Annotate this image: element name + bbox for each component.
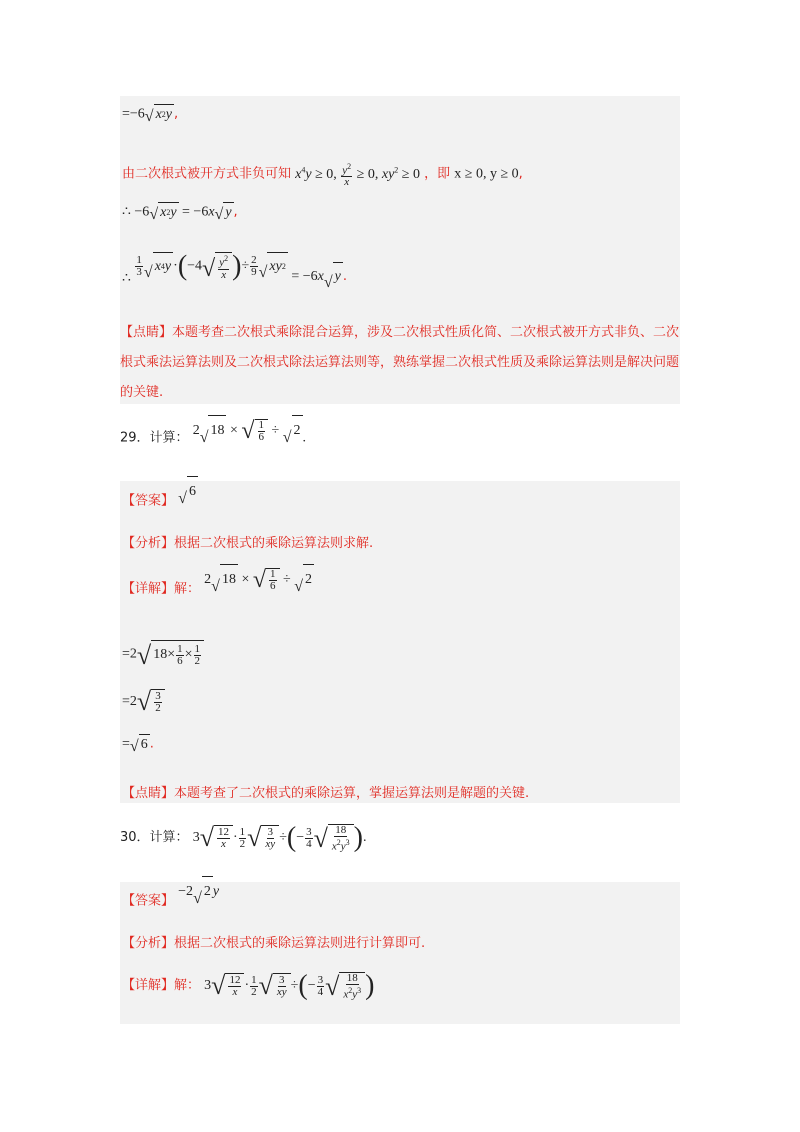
step-29-1: =2 √ 18× $\frac{1}{6}$ × $\frac{1}{2}$	[122, 640, 204, 669]
analysis-label: 【分析】	[122, 536, 175, 551]
detail-prefix: 解：	[174, 581, 201, 597]
dianjing-text: 本题考查了二次根式的乘除运算，掌握运算法则是解题的关键.	[174, 786, 530, 801]
dianjing-28	[120, 318, 680, 408]
condition-line: 由二次根式被开方式非负可知 $x^4y \ge 0$, $\frac{y^2}{x}$ ≥ 0, $xy^2 \ge 0$ ，即 x ≥ 0, y ≥ 0,	[122, 161, 523, 189]
question-number: 30．计算：	[120, 830, 189, 846]
step-29-2: =2 √ $\frac{3}{2}$	[122, 688, 165, 716]
answer-label: 【答案】	[122, 893, 175, 909]
step-29-3: = √ 6 .	[122, 734, 154, 755]
detail-label: 【详解】	[122, 581, 175, 597]
condition-mid: ，即	[424, 166, 451, 182]
condition-result: x ≥ 0, y ≥ 0	[454, 166, 519, 182]
analysis-30	[122, 934, 425, 954]
answer-30: 【答案】 −2 √ 2 y	[122, 886, 219, 917]
question-29: 29．计算： 2 √ 18 × √ $\frac{1}{6}$ ÷ √ 2 .	[120, 423, 306, 454]
analysis-29	[122, 534, 373, 554]
detail-29: 【详解】解： 2 √ 18 × √ $\frac{1}{6}$ ÷ √ 2	[122, 574, 314, 605]
step-line: =−6 √ x 2 y ,	[122, 104, 178, 125]
dianjing-text: 本题考查二次根式乘除混合运算，涉及二次根式性质化简、二次根式被开方式非负、二次根式乘法运算法则及二次根式除法运算法则等，熟练掌握二次根式性质及乘除运算法则是解决问题的关键.	[120, 325, 680, 400]
detail-label: 【详解】	[122, 978, 175, 994]
answer-label: 【答案】	[122, 493, 175, 509]
detail-prefix: 解：	[174, 978, 201, 994]
dianjing-29	[122, 784, 529, 804]
answer-29: 【答案】 √ 6	[122, 486, 198, 517]
question-number: 29．计算：	[120, 430, 189, 446]
analysis-text: 根据二次根式的乘除运算法则求解.	[174, 536, 374, 551]
solution-block-29	[120, 481, 680, 803]
therefore-line: ∴ −6 √ x 2 y = −6x √ y ,	[122, 202, 238, 223]
dianjing-label: 【点睛】	[122, 786, 175, 801]
analysis-label: 【分析】	[122, 936, 175, 951]
condition-text: 由二次根式被开方式非负可知	[122, 166, 292, 182]
dianjing-label: 【点睛】	[120, 325, 173, 340]
analysis-text: 根据二次根式的乘除运算法则进行计算即可.	[174, 936, 426, 951]
final-line: ∴ $\frac{1}{3}$ √ x 4 y ·(−4 √ $\frac{y^2}{x}$ )÷ $\frac{2}{9}$ √ xy 2 = −6x √ y .	[122, 250, 347, 291]
detail-30: 【详解】解： 3 √ $\frac{12}{x}$ · $\frac{1}{2}$ √ $\frac{3}{xy}$ ÷(− $\frac{3}{4}$ √ $\frac{18}{x^2y^3}$ )	[122, 970, 375, 1002]
question-30: 30．计算： 3 √ $\frac{12}{x}$ · $\frac{1}{2}$ √ $\frac{3}{xy}$ ÷(− $\frac{3}{4}$ √ $\frac{18}{x^2y^3}$ ).	[120, 822, 367, 854]
